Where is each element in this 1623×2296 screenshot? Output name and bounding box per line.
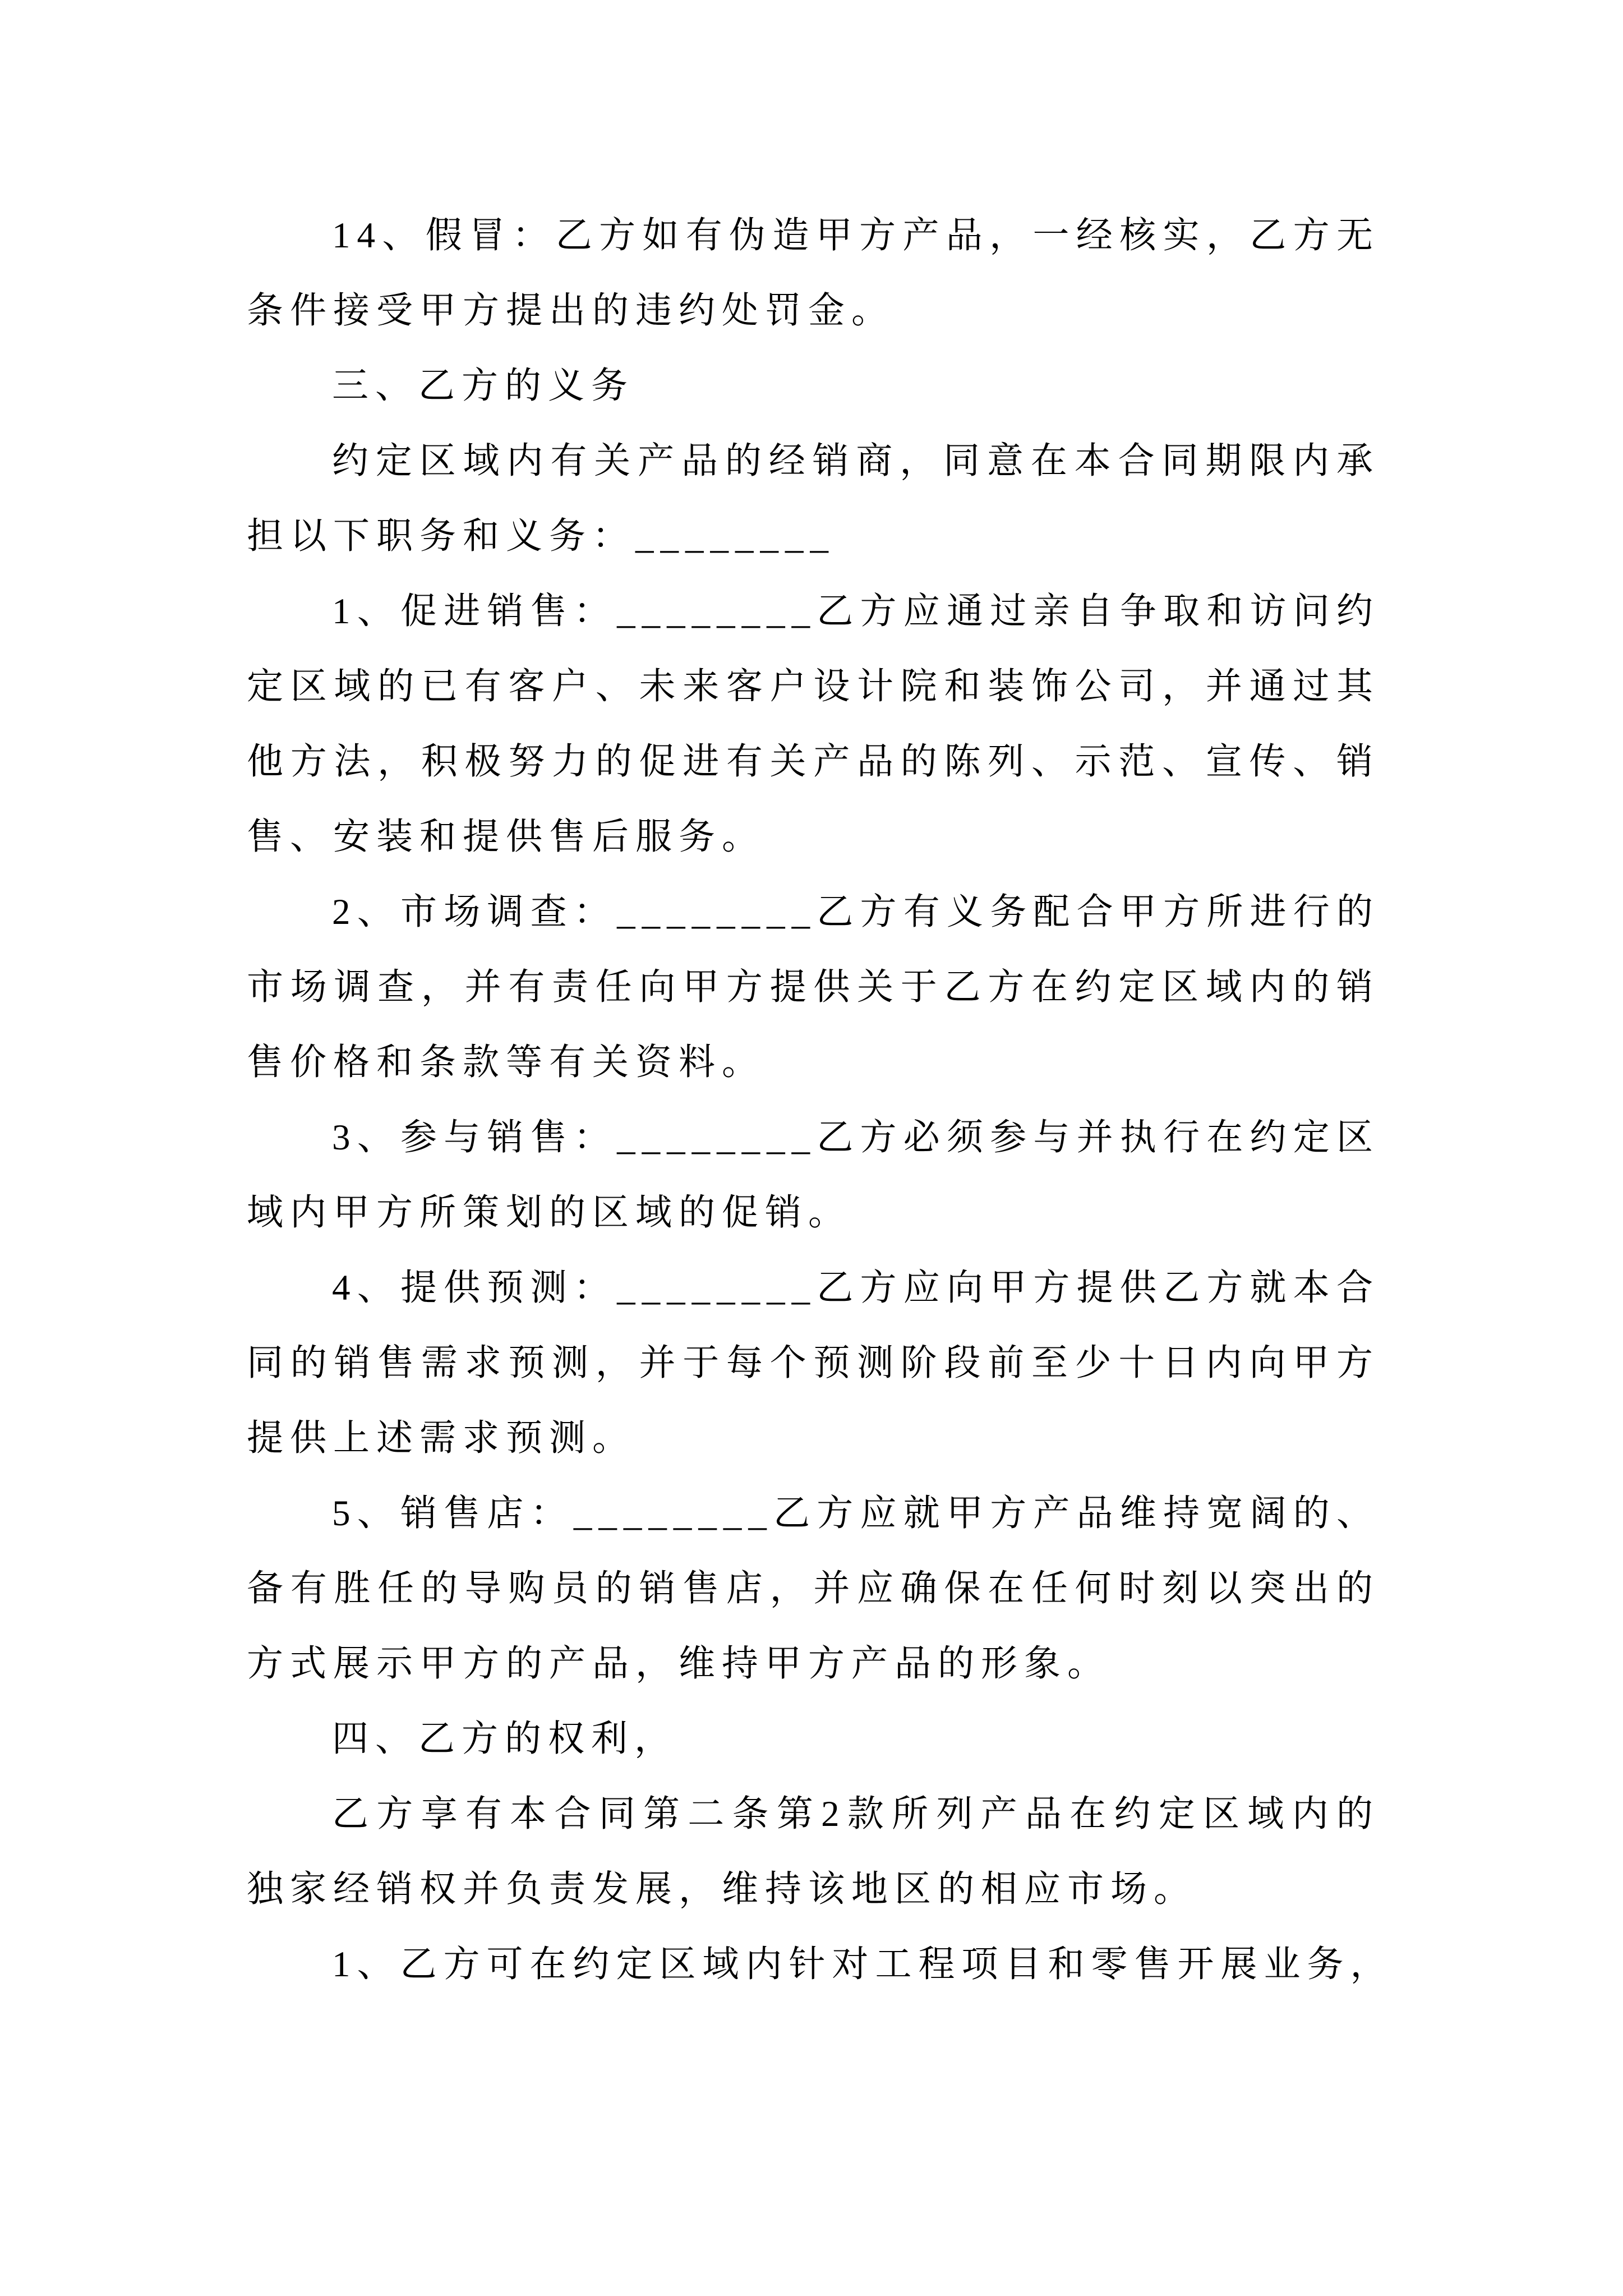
text-line: 2、市场调查：________乙方有义务配合甲方所进行的 bbox=[332, 892, 1380, 932]
text-line: 担以下职务和义务：________ bbox=[247, 516, 836, 556]
text-line: 3、参与销售：________乙方必须参与并执行在约定区 bbox=[332, 1117, 1380, 1158]
text-line: 他方法，积极努力的促进有关产品的陈列、示范、宣传、销 bbox=[247, 742, 1380, 782]
text-line: 1、促进销售：________乙方应通过亲自争取和访问约 bbox=[332, 591, 1380, 632]
text-line: 市场调查，并有责任向甲方提供关于乙方在约定区域内的销 bbox=[247, 967, 1380, 1007]
text-line: 定区域的已有客户、未来客户设计院和装饰公司，并通过其 bbox=[247, 666, 1380, 707]
text-line: 三、乙方的义务 bbox=[332, 366, 635, 406]
text-line: 四、乙方的权利， bbox=[332, 1719, 678, 1759]
document-body bbox=[247, 198, 1394, 2002]
text-line: 售、安装和提供售后服务。 bbox=[247, 817, 766, 857]
text-line: 售价格和条款等有关资料。 bbox=[247, 1042, 766, 1083]
text-line: 备有胜任的导购员的销售店，并应确保在任何时刻以突出的 bbox=[247, 1568, 1380, 1609]
text-line: 乙方享有本合同第二条第2款所列产品在约定区域内的 bbox=[332, 1794, 1380, 1834]
text-line: 方式展示甲方的产品，维持甲方产品的形象。 bbox=[247, 1644, 1111, 1684]
text-line: 约定区域内有关产品的经销商，同意在本合同期限内承 bbox=[332, 441, 1380, 481]
text-line: 条件接受甲方提出的违约处罚金。 bbox=[247, 291, 895, 331]
text-line: 同的销售需求预测，并于每个预测阶段前至少十日内向甲方 bbox=[247, 1343, 1380, 1383]
text-line: 4、提供预测：________乙方应向甲方提供乙方就本合 bbox=[332, 1268, 1380, 1308]
text-line: 提供上述需求预测。 bbox=[247, 1418, 636, 1458]
text-line: 14、假冒：乙方如有伪造甲方产品，一经核实，乙方无 bbox=[332, 215, 1380, 256]
text-line: 域内甲方所策划的区域的促销。 bbox=[247, 1193, 852, 1233]
text-line: 5、销售店：________乙方应就甲方产品维持宽阔的、 bbox=[332, 1493, 1380, 1534]
text-line: 1、乙方可在约定区域内针对工程项目和零售开展业务， bbox=[332, 1944, 1394, 1985]
text-line: 独家经销权并负责发展，维持该地区的相应市场。 bbox=[247, 1869, 1197, 1910]
